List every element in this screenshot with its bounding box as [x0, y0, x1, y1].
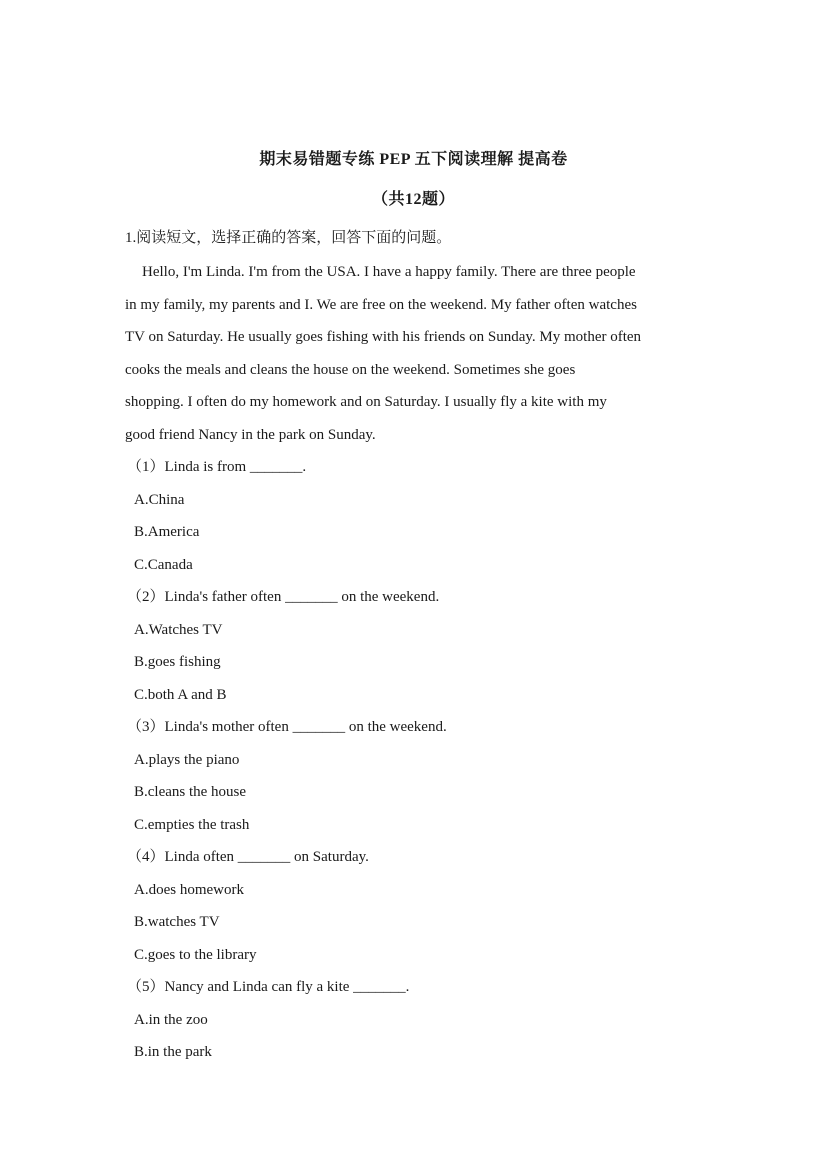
- subquestion-stem: （1）Linda is from _______.: [127, 459, 307, 475]
- subquestion-stem: （5）Nancy and Linda can fly a kite _______.: [127, 979, 410, 995]
- option-a: A.Watches TV: [134, 622, 223, 638]
- option-c: C.goes to the library: [134, 947, 257, 963]
- question-instruction: 1.阅读短文，选择正确的答案，回答下面的问题。: [125, 230, 452, 246]
- option-c: C.Canada: [134, 557, 193, 573]
- option-a: A.does homework: [134, 882, 244, 898]
- passage-line: in my family, my parents and I. We are free on the weekend. My father often watches: [125, 297, 637, 313]
- passage-line: Hello, I'm Linda. I'm from the USA. I have a happy family. There are three people: [142, 264, 636, 280]
- option-b: B.goes fishing: [134, 654, 221, 670]
- option-b: B.in the park: [134, 1044, 212, 1060]
- option-c: C.empties the trash: [134, 817, 250, 833]
- subquestion-stem: （3）Linda's mother often _______ on the weekend.: [127, 719, 447, 735]
- document-subtitle: （共12题）: [371, 191, 455, 208]
- option-a: A.in the zoo: [134, 1012, 208, 1028]
- option-b: B.America: [134, 524, 200, 540]
- option-a: A.plays the piano: [134, 752, 240, 768]
- passage-line: good friend Nancy in the park on Sunday.: [125, 427, 376, 443]
- passage-line: TV on Saturday. He usually goes fishing with his friends on Sunday. My mother often: [125, 329, 642, 345]
- option-b: B.cleans the house: [134, 784, 247, 800]
- subquestion-stem: （2）Linda's father often _______ on the weekend.: [127, 589, 440, 605]
- subquestion-stem: （4）Linda often _______ on Saturday.: [127, 849, 369, 865]
- passage-line: cooks the meals and cleans the house on the weekend. Sometimes she goes: [125, 362, 576, 378]
- passage-line: shopping. I often do my homework and on Saturday. I usually fly a kite with my: [125, 394, 607, 410]
- option-c: C.both A and B: [134, 687, 227, 703]
- document-title: 期末易错题专练 PEP 五下阅读理解 提高卷: [259, 151, 568, 168]
- option-b: B.watches TV: [134, 914, 220, 930]
- option-a: A.China: [134, 492, 185, 508]
